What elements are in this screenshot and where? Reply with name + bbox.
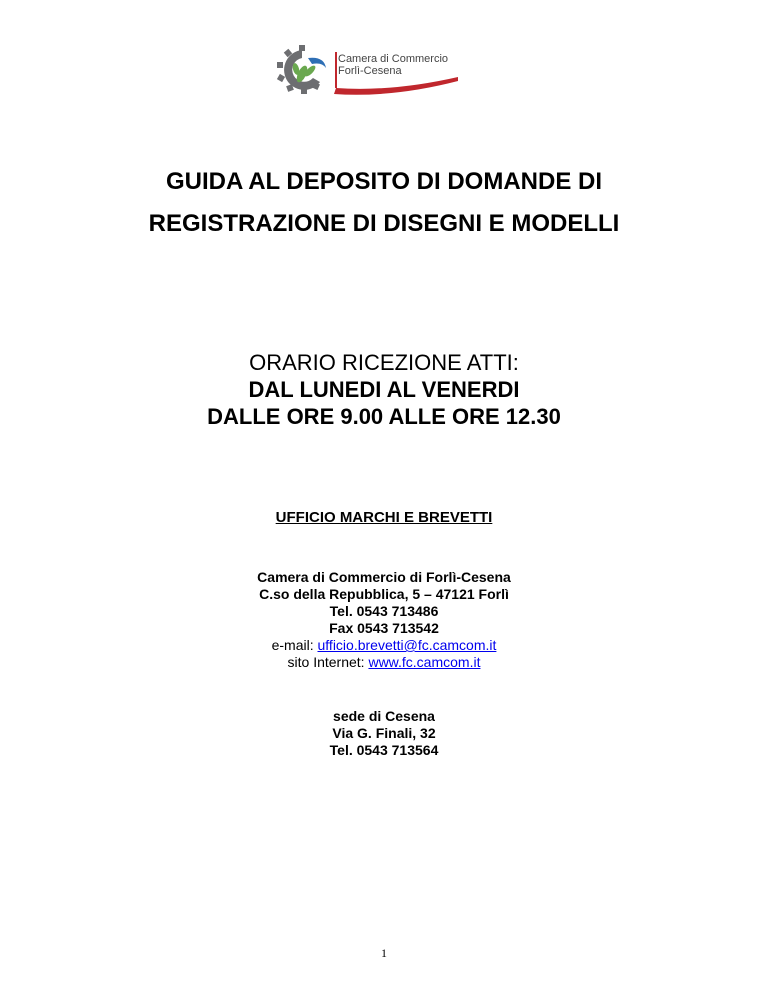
site-label: sito Internet: [287,654,369,670]
hours-days: DAL LUNEDI AL VENERDI [248,377,520,402]
document-title-line1: GUIDA AL DEPOSITO DI DOMANDE DI [165,168,603,195]
logo-text-line1: Camera di Commercio [338,53,449,65]
contact-address: C.so della Repubblica, 5 – 47121 Forlì [259,586,509,602]
contact-fax: Fax 0543 713542 [329,620,439,636]
office-heading: UFFICIO MARCHI E BREVETTI [275,509,493,526]
chamber-logo [272,44,462,100]
branch-tel: Tel. 0543 713564 [329,742,439,758]
logo-text-line2: Forlì-Cesena [338,65,402,77]
contact-site-row [0,654,768,671]
branch-name: sede di Cesena [333,708,435,724]
website-link[interactable]: www.fc.camcom.it [368,654,481,670]
hours-label: ORARIO RICEZIONE ATTI: [249,350,519,375]
contact-org: Camera di Commercio di Forlì-Cesena [257,569,511,585]
contact-tel: Tel. 0543 713486 [329,603,439,619]
hours-time: DALLE ORE 9.00 ALLE ORE 12.30 [207,404,561,429]
email-link[interactable]: ufficio.brevetti@fc.camcom.it [317,637,497,653]
document-title-line2: REGISTRAZIONE DI DISEGNI E MODELLI [148,210,620,237]
branch-address: Via G. Finali, 32 [332,725,436,741]
email-label: e-mail: [271,637,318,653]
page-number: 1 [381,946,387,960]
contact-email-row [0,637,768,654]
